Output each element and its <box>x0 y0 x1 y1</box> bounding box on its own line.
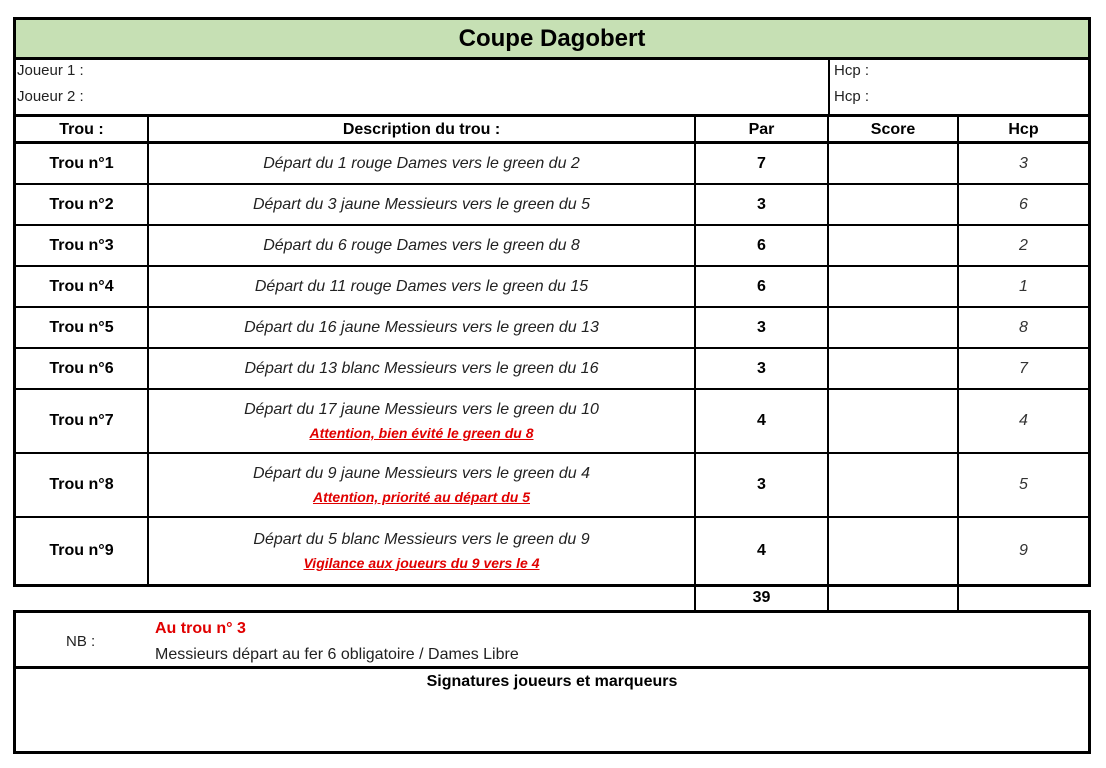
nb-title: Au trou n° 3 <box>155 620 246 637</box>
hole-description <box>149 266 694 307</box>
hole-hcp: 7 <box>1019 359 1028 377</box>
hole-hcp: 6 <box>1019 195 1028 213</box>
hole-par: 4 <box>757 412 766 429</box>
nb-text: Messieurs départ au fer 6 obligatoire / Dames Libre <box>155 646 519 663</box>
hole-description <box>149 517 694 584</box>
header-score: Score <box>870 121 916 138</box>
hole-par: 3 <box>757 476 766 493</box>
nb-label: NB : <box>66 633 96 650</box>
hole-score-input[interactable] <box>829 144 957 184</box>
hole-description-text: Départ du 17 jaune Messieurs vers le green du 10 <box>244 401 599 418</box>
hole-hcp: 5 <box>1019 476 1028 493</box>
hole-label: Trou n°8 <box>49 476 114 493</box>
hole-score-input[interactable] <box>829 184 957 225</box>
hole-description-text: Départ du 13 blanc Messieurs vers le green du 16 <box>244 359 599 377</box>
hole-hcp: 9 <box>1019 541 1028 559</box>
hole-description-text: Départ du 6 rouge Dames vers le green du 8 <box>263 236 580 254</box>
hole-par: 6 <box>757 236 766 254</box>
hole-par: 7 <box>757 155 766 172</box>
signatures-box[interactable] <box>13 669 1091 754</box>
hole-label: Trou n°7 <box>49 412 114 429</box>
players-block <box>13 59 1091 117</box>
holes-table <box>13 117 1091 587</box>
hole-label: Trou n°9 <box>49 541 114 559</box>
signatures-label: Signatures joueurs et marqueurs <box>426 673 678 690</box>
hole-par: 4 <box>757 541 766 559</box>
hole-description <box>149 225 694 266</box>
player-2-label: Joueur 2 : <box>17 88 84 105</box>
hole-label: Trou n°1 <box>49 155 114 172</box>
hole-description <box>149 184 694 225</box>
players-divider <box>828 59 830 114</box>
hole-description <box>149 144 694 184</box>
hole-score-input[interactable] <box>829 225 957 266</box>
hole-par: 3 <box>757 318 766 336</box>
hole-score-input[interactable] <box>829 307 957 348</box>
hole-score-input[interactable] <box>829 266 957 307</box>
hole-description <box>149 307 694 348</box>
hole-score-input[interactable] <box>829 389 957 453</box>
player-1-hcp-label: Hcp : <box>834 62 870 79</box>
hole-description-text: Départ du 5 blanc Messieurs vers le green du 9 <box>253 530 590 548</box>
hole-hcp: 8 <box>1019 318 1028 336</box>
nb-box <box>13 610 1091 669</box>
header-par: Par <box>748 121 775 138</box>
player-1-label: Joueur 1 : <box>17 62 84 79</box>
hole-description <box>149 389 694 453</box>
hole-description-text: Départ du 9 jaune Messieurs vers le green du 4 <box>252 465 591 482</box>
header-hcp: Hcp <box>1008 121 1039 138</box>
hole-description <box>149 348 694 389</box>
hole-score-input[interactable] <box>829 453 957 517</box>
hole-description-text: Départ du 11 rouge Dames vers le green du 15 <box>254 277 589 295</box>
card-title: Coupe Dagobert <box>13 17 1091 60</box>
hole-hcp: 2 <box>1019 236 1028 254</box>
total-par: 39 <box>752 589 771 606</box>
hole-description-text: Départ du 3 jaune Messieurs vers le green du 5 <box>252 195 591 213</box>
hole-description-text: Départ du 1 rouge Dames vers le green du 2 <box>263 155 580 172</box>
hole-warning-note: Attention, bien évité le green du 8 <box>309 425 534 441</box>
hole-label: Trou n°3 <box>49 236 114 254</box>
hole-label: Trou n°4 <box>49 277 114 295</box>
hole-warning-note: Vigilance aux joueurs du 9 vers le 4 <box>303 554 540 571</box>
hole-par: 3 <box>757 195 766 213</box>
header-trou: Trou : <box>59 121 104 138</box>
hole-description-text: Départ du 16 jaune Messieurs vers le green du 13 <box>244 318 599 336</box>
hole-hcp: 1 <box>1019 277 1028 295</box>
hole-label: Trou n°5 <box>49 318 114 336</box>
hole-label: Trou n°2 <box>49 195 114 213</box>
hole-score-input[interactable] <box>829 348 957 389</box>
player-2-hcp-label: Hcp : <box>834 88 870 105</box>
hole-par: 6 <box>757 277 766 295</box>
hole-score-input[interactable] <box>829 517 957 584</box>
hole-label: Trou n°6 <box>49 359 114 377</box>
hole-hcp: 3 <box>1019 155 1028 172</box>
header-description: Description du trou : <box>342 121 501 138</box>
hole-description <box>149 453 694 517</box>
hole-par: 3 <box>757 359 766 377</box>
hole-warning-note: Attention, priorité au départ du 5 <box>312 489 530 505</box>
hole-hcp: 4 <box>1019 412 1028 429</box>
